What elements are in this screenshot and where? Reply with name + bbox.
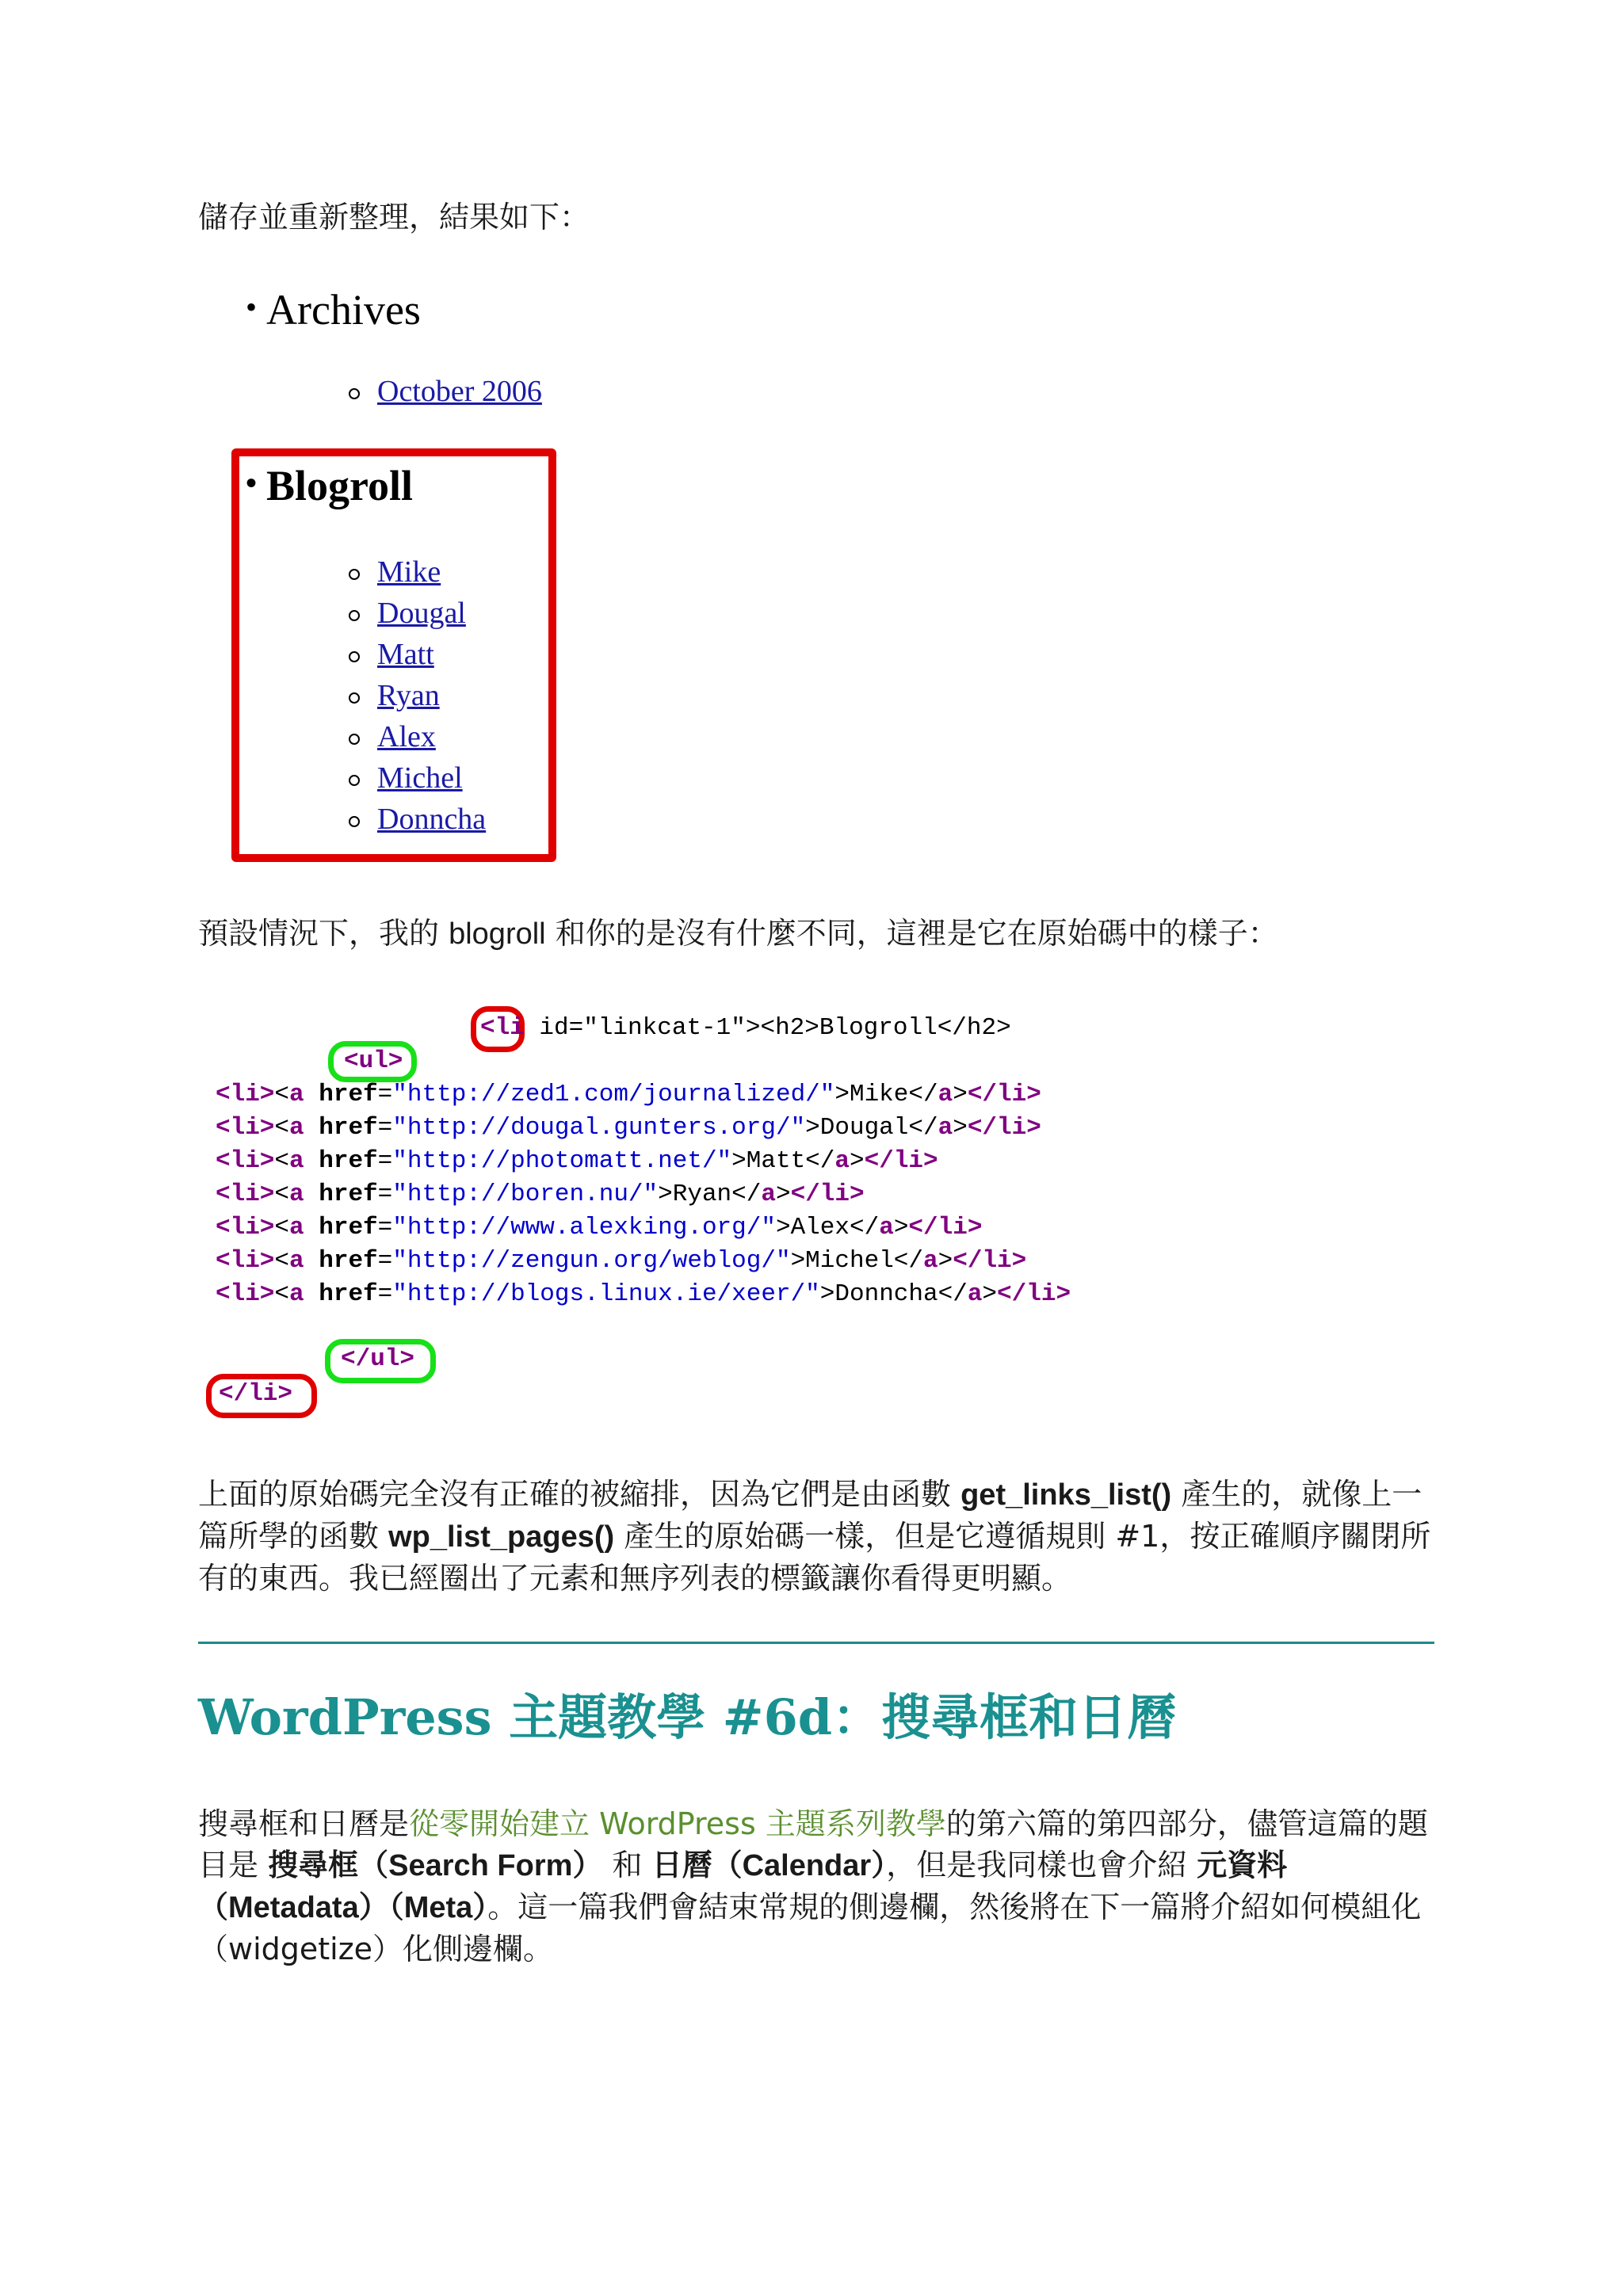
list-item: [377, 716, 486, 757]
lead-paragraph: 搜尋框和日曆是從零開始建立 WordPress 主題系列教學的第六篇的第四部分，儘管這篇的題目是 搜尋框（Search Form） 和 日曆（Calendar），但是我同樣也會介紹 元資料（Metadata）（Meta）。這一篇我們會結束常規的側邊欄，然後將在下一篇將介紹如何模組化（widgetize）化側邊欄。: [198, 1806, 1428, 1966]
code-link-line: <li><a href="http://zed1.com/journalized/">Mike</a></li>: [216, 1081, 1041, 1108]
code-link-line: <li><a href="http://www.alexking.org/">Alex</a></li>: [216, 1214, 983, 1241]
code-line-li-close: </li>: [219, 1380, 293, 1408]
list-item: [377, 675, 486, 716]
blogroll-link[interactable]: Dougal: [377, 597, 466, 630]
blogroll-link[interactable]: Michel: [377, 761, 463, 795]
blogroll-word: blogroll: [449, 917, 546, 951]
code-link-line: <li><a href="http://dougal.gunters.org/">Dougal</a></li>: [216, 1114, 1041, 1142]
source-code-screenshot: [208, 1006, 1238, 1434]
list-item: [377, 634, 486, 675]
function-name: wp_list_pages(): [388, 1520, 615, 1554]
blogroll-heading: • Blogroll: [266, 461, 413, 510]
blogroll-list: [377, 551, 486, 840]
section-title: WordPress 主題教學 #6d：搜尋框和日曆: [198, 1688, 1177, 1746]
list-item: [377, 371, 542, 412]
code-line-ul-open: <ul>: [344, 1047, 403, 1075]
code-link-line: <li><a href="http://zengun.org/weblog/">Michel</a></li>: [216, 1247, 1027, 1275]
code-link-line: <li><a href="http://blogs.linux.ie/xeer/">Donncha</a></li>: [216, 1280, 1071, 1308]
section-divider: [198, 1642, 1434, 1644]
blogroll-link[interactable]: Matt: [377, 638, 434, 671]
blogroll-link[interactable]: Mike: [377, 555, 441, 589]
archives-heading: • Archives: [266, 285, 421, 334]
function-name: get_links_list(): [960, 1478, 1172, 1512]
archives-list: [377, 371, 542, 412]
code-link-line: <li><a href="http://boren.nu/">Ryan</a></li>: [216, 1180, 865, 1208]
list-item: [377, 551, 486, 593]
code-line-ul-close: </ul>: [341, 1345, 415, 1373]
rendered-sidebar-screenshot: [238, 269, 634, 871]
list-item: [377, 799, 486, 840]
blogroll-link[interactable]: Donncha: [377, 803, 487, 836]
list-item: [377, 757, 486, 799]
series-link[interactable]: 從零開始建立 WordPress 主題系列教學: [409, 1806, 946, 1841]
code-line-li-open: <li id="linkcat-1"><h2>Blogroll</h2>: [480, 1014, 1011, 1042]
intro-text: 儲存並重新整理，結果如下：: [198, 200, 590, 235]
blogroll-link[interactable]: Alex: [377, 720, 436, 753]
archive-link[interactable]: October 2006: [377, 375, 542, 408]
code-link-line: <li><a href="http://photomatt.net/">Matt</a></li>: [216, 1147, 938, 1175]
blogroll-link[interactable]: Ryan: [377, 679, 440, 712]
description-paragraph: 上面的原始碼完全沒有正確的被縮排，因為它們是由函數 get_links_list() 產生的，就像上一篇所學的函數 wp_list_pages() 產生的原始碼一樣，但是它遵循規則 #1，按正確順序關閉所有的東西。我已經圈出了元素和無序列表的標籤讓你看得更明顯。: [198, 1477, 1431, 1596]
default-note: 預設情況下，我的 blogroll 和你的是沒有什麼不同，這裡是它在原始碼中的樣子：: [198, 916, 1278, 951]
list-item: [377, 593, 486, 634]
